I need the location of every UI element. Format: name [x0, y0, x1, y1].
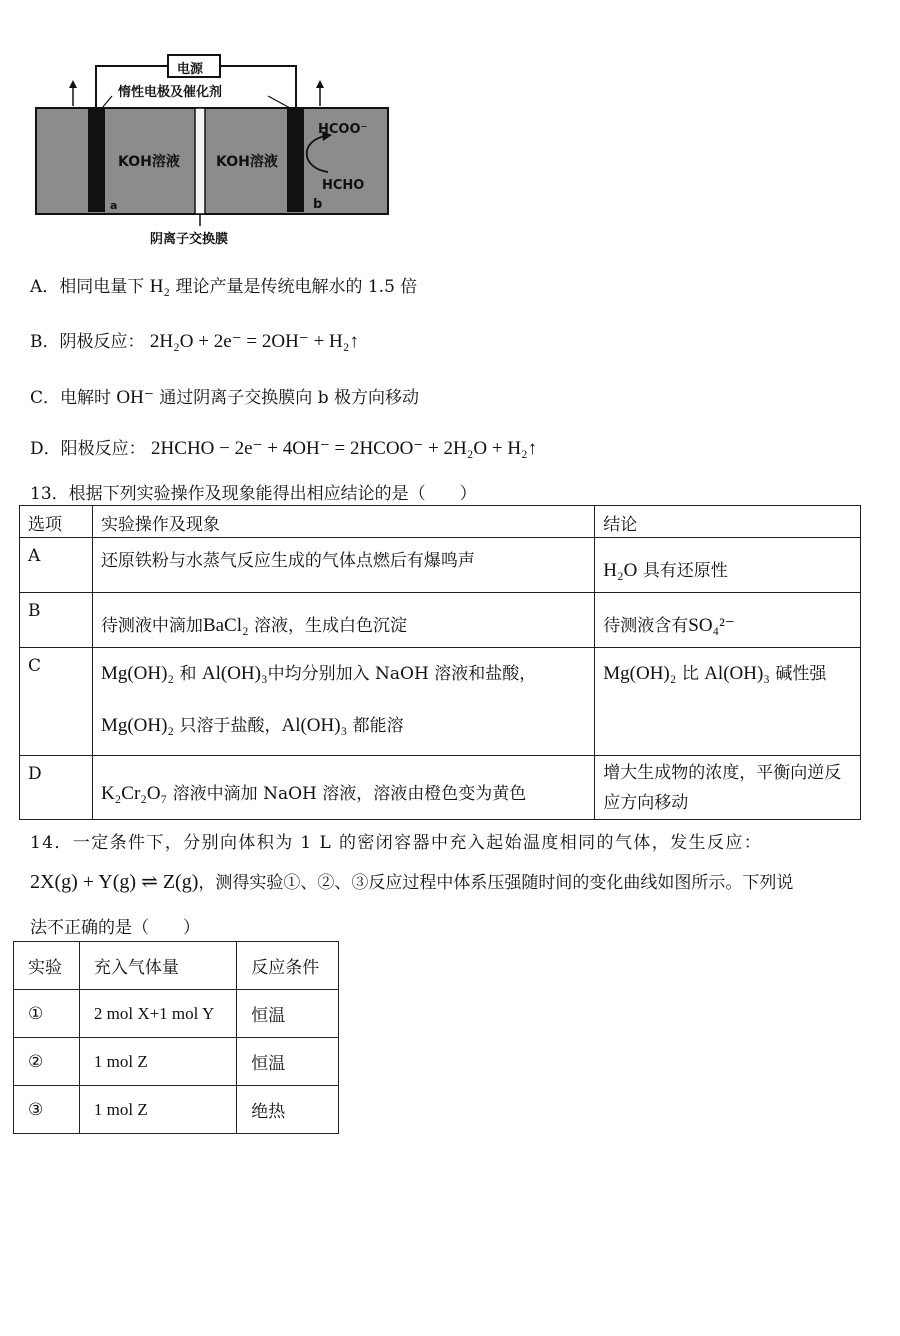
- gas-amount-cell: 2 mol X+1 mol Y: [79, 990, 236, 1038]
- left-solution-label: KOH溶液: [118, 154, 180, 170]
- table-row: [20, 593, 861, 648]
- condition-cell: 绝热: [237, 1086, 339, 1134]
- operation-cell: [92, 756, 594, 820]
- conclusion-cell: [595, 593, 861, 648]
- q14-stem-line1: 14．一定条件下，分别向体积为 1 L 的密闭容器中充入起始温度相同的气体，发生反应：: [30, 833, 763, 853]
- conclusion-formula: H₂O: [603, 560, 638, 581]
- operation-text: 溶液中滴加 NaOH 溶液，溶液由橙色变为黄色: [172, 783, 527, 804]
- table-row: [14, 1086, 339, 1134]
- table-header: 实验: [14, 942, 80, 990]
- option-formula: H₂: [149, 276, 171, 297]
- option-letter: D．: [30, 439, 61, 459]
- condition-cell: 恒温: [237, 990, 339, 1038]
- table-row: [20, 756, 861, 820]
- operation-line: [101, 648, 586, 700]
- membrane-label: 阴离子交换膜: [150, 232, 229, 247]
- conclusion-text: 碱性强: [775, 664, 827, 684]
- option-b: [30, 327, 359, 353]
- operation-formula: Al(OH)₃: [201, 663, 268, 684]
- operation-cell: [92, 648, 594, 756]
- conclusion-cell: [595, 538, 861, 593]
- option-cell: D: [20, 756, 93, 820]
- option-text: 阴极反应：: [59, 332, 145, 352]
- conclusion-text: 待测液含有: [603, 616, 689, 636]
- option-cell: C: [20, 648, 93, 756]
- q13-stem: 13．根据下列实验操作及现象能得出相应结论的是（ ）: [30, 484, 477, 504]
- operation-cell: 还原铁粉与水蒸气反应生成的气体点燃后有爆鸣声: [92, 538, 594, 593]
- option-a: [30, 272, 417, 298]
- condition-cell: 恒温: [237, 1038, 339, 1086]
- right-solution-label: KOH溶液: [216, 154, 278, 170]
- q14-stem-text: ，测得实验①、②、③反应过程中体系压强随时间的变化曲线如图所示。下列说: [198, 873, 794, 893]
- experiment-cell: ②: [14, 1038, 80, 1086]
- operation-text: 和: [179, 664, 197, 684]
- option-cell: B: [20, 593, 93, 648]
- operation-cell: [92, 593, 594, 648]
- operation-formula: K₂Cr₂O₇: [100, 782, 168, 804]
- option-text: 阳极反应：: [60, 439, 146, 459]
- conclusion-text: 比: [681, 664, 699, 684]
- operation-line: [101, 700, 586, 752]
- option-text: 相同电量下: [59, 277, 145, 297]
- table-header: 充入气体量: [79, 942, 236, 990]
- q14-equation: 2X(g) + Y(g) ⇌ Z(g): [30, 871, 199, 893]
- electrode-a-label: a: [110, 199, 118, 212]
- operation-text: 都能溶: [352, 716, 404, 736]
- operation-text: 中均分别加入 NaOH 溶液和盐酸，: [267, 664, 537, 684]
- electrode-b-label: b: [313, 197, 323, 212]
- q14-stem-line3: 法不正确的是（ ）: [30, 918, 200, 938]
- conclusion-text: 具有还原性: [642, 561, 728, 581]
- option-formula: 2HCHO − 2e⁻ + 4OH⁻ = 2HCOO⁻ + 2H₂O + H₂↑: [151, 438, 538, 459]
- q14-table: [13, 941, 339, 1134]
- experiment-cell: ③: [14, 1086, 80, 1134]
- product-label: HCOO⁻: [318, 122, 368, 137]
- q13-table: [19, 505, 861, 820]
- operation-text: 只溶于盐酸，: [179, 716, 282, 736]
- experiment-cell: ①: [14, 990, 80, 1038]
- conclusion-cell: [595, 648, 861, 756]
- option-text: 通过阴离子交换膜向 b 极方向移动: [159, 388, 420, 408]
- option-letter: B．: [30, 332, 60, 352]
- table-row: [14, 990, 339, 1038]
- option-text: 电解时: [60, 388, 112, 408]
- option-letter: A．: [30, 277, 60, 297]
- option-formula: 2H₂O + 2e⁻ = 2OH⁻ + H₂↑: [149, 331, 359, 352]
- reactant-label: HCHO: [322, 178, 365, 193]
- electrode-label: 惰性电极及催化剂: [118, 85, 223, 100]
- power-label: 电源: [177, 62, 204, 77]
- operation-text: 溶液，生成白色沉淀: [254, 616, 408, 636]
- option-text: 理论产量是传统电解水的 1.5 倍: [175, 277, 418, 297]
- operation-formula: Al(OH)₃: [281, 715, 348, 736]
- option-letter: C．: [30, 388, 61, 408]
- option-c: [30, 383, 419, 409]
- option-cell: A: [20, 538, 93, 593]
- table-row: [20, 648, 861, 756]
- table-header: 选项: [20, 506, 93, 538]
- table-header: 结论: [595, 506, 861, 538]
- operation-formula: Mg(OH)₂: [100, 715, 175, 736]
- q14-stem-line2: [30, 868, 793, 894]
- conclusion-cell: 增大生成物的浓度，平衡向逆反应方向移动: [595, 756, 861, 820]
- operation-formula: BaCl₂: [202, 615, 249, 636]
- gas-amount-cell: 1 mol Z: [79, 1086, 236, 1134]
- conclusion-formula: Mg(OH)₂: [603, 663, 677, 684]
- table-header: 实验操作及现象: [92, 506, 594, 538]
- operation-text: 待测液中滴加: [100, 616, 203, 636]
- table-row: [20, 538, 861, 593]
- option-d: [30, 434, 537, 460]
- table-header: 反应条件: [237, 942, 339, 990]
- option-formula: OH⁻: [116, 387, 154, 408]
- conclusion-formula: Al(OH)₃: [704, 663, 770, 684]
- gas-amount-cell: 1 mol Z: [79, 1038, 236, 1086]
- operation-formula: Mg(OH)₂: [100, 663, 175, 684]
- conclusion-formula: SO₄²⁻: [688, 615, 735, 636]
- table-row: [14, 1038, 339, 1086]
